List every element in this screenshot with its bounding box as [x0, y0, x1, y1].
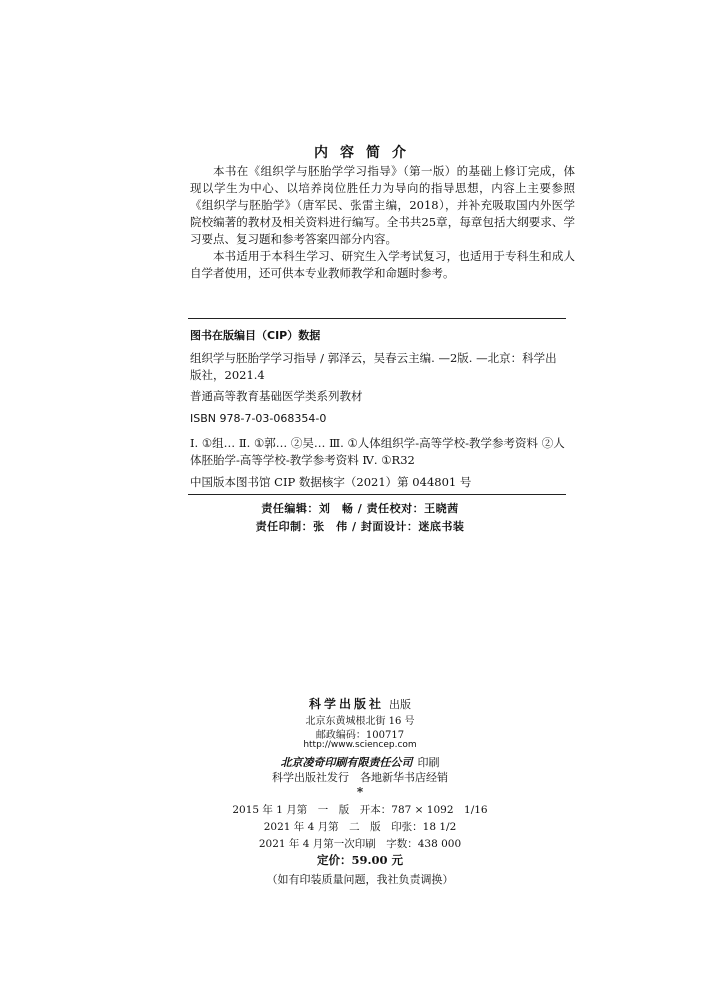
cip-isbn: ISBN 978-7-03-068354-0 [190, 412, 327, 425]
summary-paragraph-2: 本书适用于本科生学习、研究生入学考试复习，也适用于专科生和成人自学者使用，还可供本专业教师教学和命题时参考。 [190, 249, 575, 280]
cip-bottom-rule [188, 494, 566, 495]
publisher-address: 北京东黄城根北街 16 号 [305, 716, 415, 727]
edition-line-1: 2015 年 1 月第 一 版 开本：787 × 1092 1/16 [232, 804, 488, 816]
edition-line-3: 2021 年 4 月第一次印刷 字数：438 000 [258, 838, 462, 850]
summary-title: 内容简介 [314, 145, 418, 161]
distribution-line: 科学出版社发行 各地新华书店经销 [272, 771, 448, 784]
printer-suffix: 印刷 [417, 756, 440, 769]
credits-line-2: 责任印制：张 伟 / 封面设计：迷底书装 [255, 520, 465, 533]
price: 定价：59.00 元 [316, 853, 403, 867]
publisher-name: 科学出版社 [308, 697, 384, 711]
printer-name: 北京凌奇印刷有限责任公司 [280, 756, 413, 769]
quality-notice: （如有印装质量问题，我社负责调换） [266, 873, 454, 886]
credits-line-1: 责任编辑：刘 畅 / 责任校对：王晓茜 [261, 502, 459, 515]
cip-classification: Ⅰ. ①组… Ⅱ. ①郭… ②吴… Ⅲ. ①人体组织学-高等学校-教学参考资料 ②人体胚胎学-高等学校-教学参考资料 Ⅳ. ①R32 [190, 436, 565, 467]
publisher-url: http://www.sciencep.com [303, 740, 417, 750]
publisher-suffix: 出版 [389, 698, 412, 711]
cip-entry: 组织学与胚胎学学习指导 / 郭泽云，吴春云主编. —2版. —北京：科学出版社，2021.4 [190, 351, 557, 382]
cip-heading: 图书在版编目（CIP）数据 [190, 329, 321, 342]
cip-top-rule [188, 318, 566, 319]
cip-record: 中国版本图书馆 CIP 数据核字（2021）第 044801 号 [190, 475, 472, 489]
publisher-postcode: 邮政编码：100717 [315, 730, 405, 741]
separator-star: * [356, 785, 364, 799]
cip-series: 普通高等教育基础医学类系列教材 [190, 389, 363, 403]
printer-line [0, 751, 720, 770]
summary-body [190, 163, 575, 282]
edition-line-2: 2021 年 4 月第 二 版 印张：18 1/2 [263, 821, 457, 833]
publisher-line [0, 693, 720, 712]
summary-paragraph-1: 本书在《组织学与胚胎学学习指导》（第一版）的基础上修订完成，体现以学生为中心、以培养岗位胜任力为导向的指导思想，内容上主要参照《组织学与胚胎学》（唐军民、张雷主编，2018），并补充吸取国内外医学院校编著的教材及相关资料进行编写。全书共25章，每章包括大纲要求、学习要点、复习题和参考答案四部分内容。 [190, 164, 575, 246]
